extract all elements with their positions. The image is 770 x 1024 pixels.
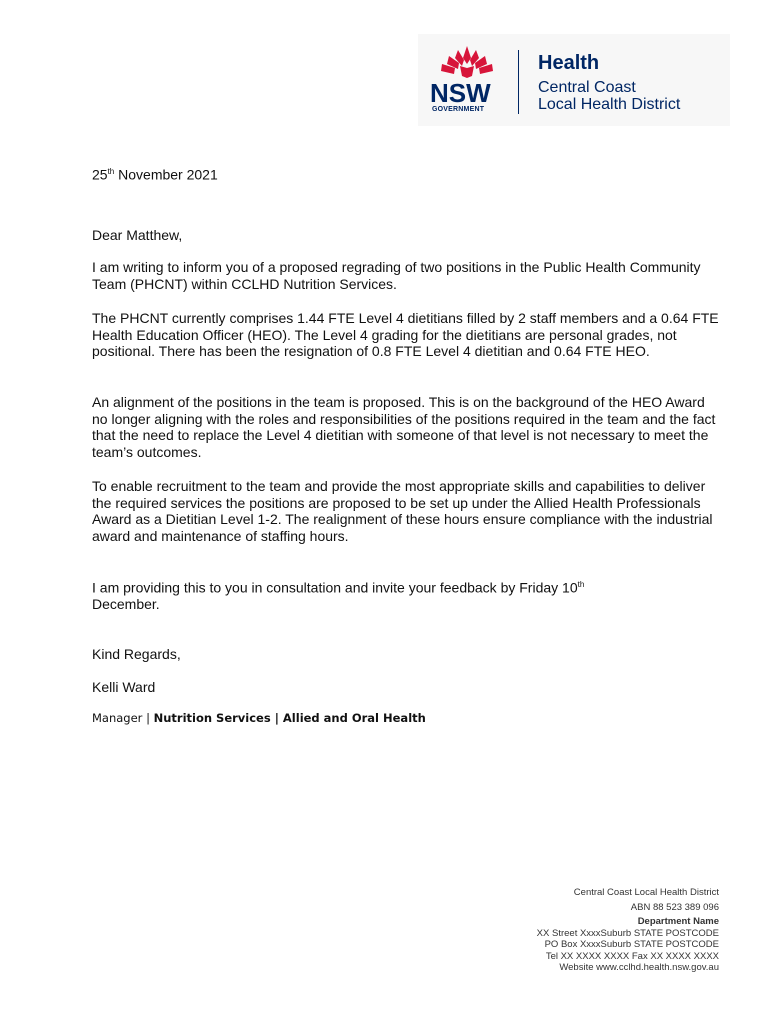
footer-department: Department Name <box>637 916 719 927</box>
logo-divider <box>518 50 519 114</box>
paragraph-5: I am providing this to you in consultation and invite your feedback by Friday 10th December. <box>92 579 585 613</box>
letter-date: 25th November 2021 <box>92 166 218 183</box>
nsw-health-logo <box>418 34 730 126</box>
waratah-icon <box>432 44 502 80</box>
nsw-wordmark: NSW <box>430 78 491 108</box>
footer-website: Website www.cclhd.health.nsw.gov.au <box>559 962 719 973</box>
paragraph-3: An alignment of the positions in the team is proposed. This is on the background of the HEO Award no longer aligning with the roles and responsibilities of the positions required in the team and the fact that the need to replace the Level 4 dietitian with someone of that level is not necessary to meet the team’s outcomes. <box>92 394 716 460</box>
footer-abn: ABN 88 523 389 096 <box>630 901 719 913</box>
district-name-line2: Local Health District <box>538 96 681 113</box>
footer-district: Central Coast Local Health District <box>573 887 719 898</box>
paragraph-1: I am writing to inform you of a proposed regrading of two positions in the Public Health Community Team (PHCNT) within CCLHD Nutrition Services. <box>92 259 701 292</box>
signature-name: Kelli Ward <box>92 679 156 695</box>
government-wordmark: GOVERNMENT <box>432 106 485 113</box>
paragraph-2: The PHCNT currently comprises 1.44 FTE Level 4 dietitians filled by 2 staff members and a 0.64 FTE Health Education Officer (HEO). The Level 4 grading for the dietitians are personal grades, not positional. There has been the resignation of 0.8 FTE Level 4 dietitian and 0.64 FTE HEO. <box>92 310 719 359</box>
greeting: Dear Matthew, <box>92 227 183 243</box>
footer-tel: Tel XX XXXX XXXX Fax XX XXXX XXXX <box>545 950 719 962</box>
footer-pobox: PO Box XxxxSuburb STATE POSTCODE <box>544 939 719 950</box>
district-name-line1: Central Coast <box>538 79 636 96</box>
signature-role: Manager | Nutrition Services | Allied and Oral Health <box>92 711 426 725</box>
paragraph-4: To enable recruitment to the team and provide the most appropriate skills and capabilities to deliver the required services the positions are proposed to be set up under the Allied Health Professionals Award as a Dietitian Level 1-2. The realignment of these hours ensure compliance with the industrial award and maintenance of staffing hours. <box>92 478 713 544</box>
letterhead-footer <box>537 887 719 974</box>
footer-street: XX Street XxxxSuburb STATE POSTCODE <box>536 927 719 939</box>
closing: Kind Regards, <box>92 646 181 662</box>
health-wordmark: Health <box>538 52 600 74</box>
